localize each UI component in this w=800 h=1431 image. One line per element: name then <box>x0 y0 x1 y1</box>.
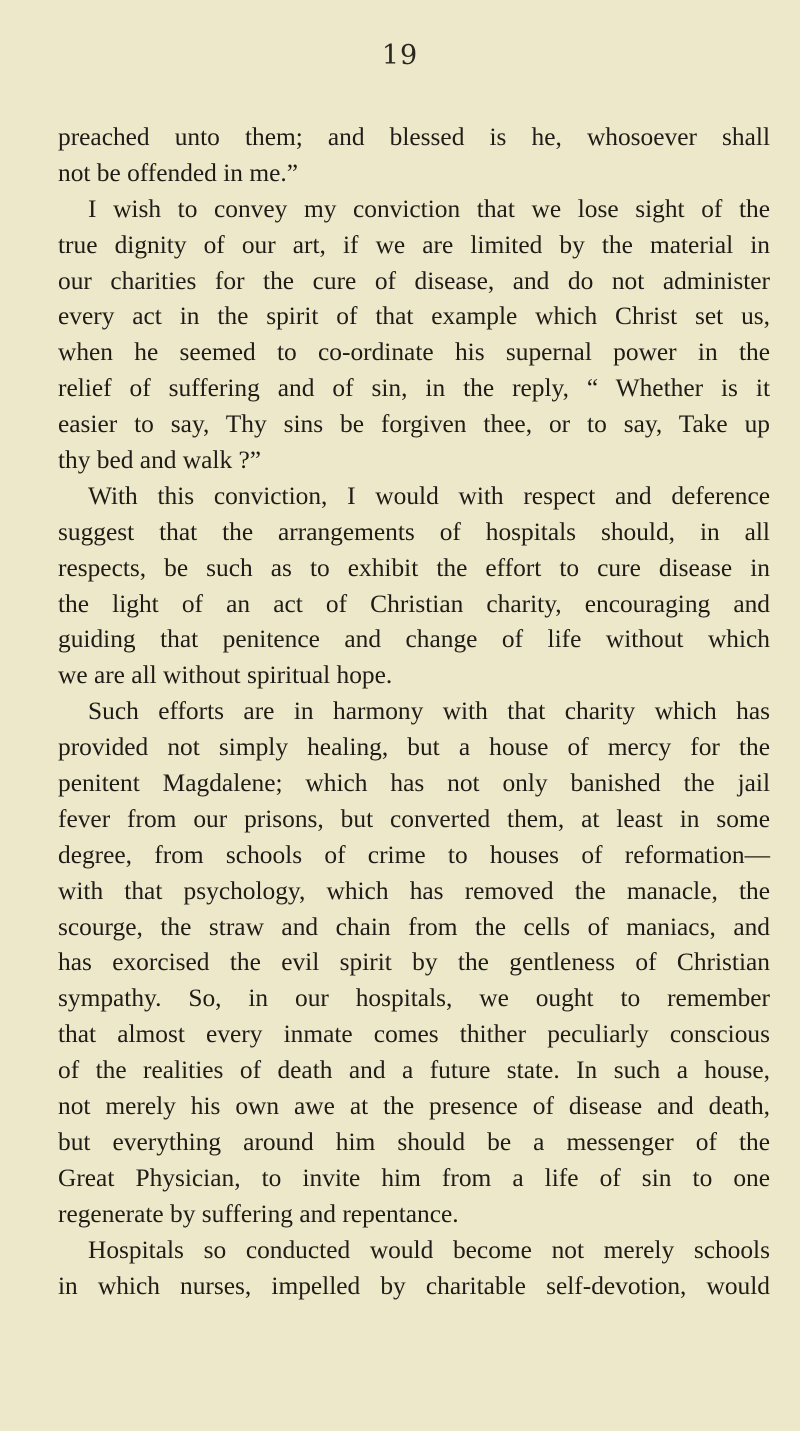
text-line: I wish to convey my conviction that we lose sight of the <box>88 194 770 223</box>
text-line: preached unto them; and blessed is he, whosoever shall <box>58 123 770 151</box>
body-text <box>58 120 770 1304</box>
text-line: Hospitals so conducted would become not merely schools <box>88 1235 770 1264</box>
text-line: regenerate by suffering and repentance. <box>58 1199 459 1228</box>
text-line: scourge, the straw and chain from the cells of maniacs, and <box>58 912 770 941</box>
text-line: respects, be such as to exhibit the effort to cure disease in <box>58 553 770 582</box>
text-line: of the realities of death and a future state. In such a house, <box>58 1056 770 1085</box>
page-number: 19 <box>381 40 419 71</box>
text-line: but everything around him should be a messenger of the <box>58 1127 770 1156</box>
text-line: suggest that the arrangements of hospitals should, in all <box>58 517 770 546</box>
text-line: thy bed and walk ?” <box>58 446 262 475</box>
text-line: the light of an act of Christian charity, encouraging and <box>58 589 770 618</box>
text-line: every act in the spirit of that example which Christ set us, <box>58 302 770 331</box>
text-line: easier to say, Thy sins be forgiven thee, or to say, Take up <box>58 410 770 439</box>
text-line: with that psychology, which has removed the manacle, the <box>58 876 770 905</box>
text-line: With this conviction, I would with respect and deference <box>88 481 770 510</box>
text-line: we are all without spiritual hope. <box>58 661 393 690</box>
text-line: true dignity of our art, if we are limited by the material in <box>58 230 770 259</box>
text-line: sympathy. So, in our hospitals, we ought to remember <box>58 984 770 1013</box>
text-line: penitent Magdalene; which has not only banished the jail <box>58 769 770 798</box>
text-line: fever from our prisons, but converted them, at least in some <box>58 804 770 833</box>
text-line: relief of suffering and of sin, in the reply, “ Whether is it <box>58 374 770 403</box>
text-line: our charities for the cure of disease, and do not administer <box>58 266 770 295</box>
text-line: that almost every inmate comes thither peculiarly conscious <box>58 1020 770 1049</box>
text-line: Great Physician, to invite him from a life of sin to one <box>58 1163 770 1192</box>
text-line: degree, from schools of crime to houses of reformation— <box>58 840 770 869</box>
text-line: not merely his own awe at the presence of disease and death, <box>58 1092 770 1121</box>
text-line: provided not simply healing, but a house of mercy for the <box>58 733 770 762</box>
text-line: guiding that penitence and change of life without which <box>58 625 770 654</box>
text-line: has exorcised the evil spirit by the gentleness of Christian <box>58 948 770 977</box>
text-line: not be offended in me.” <box>58 158 298 187</box>
text-line: in which nurses, impelled by charitable self-devotion, would <box>58 1271 770 1300</box>
text-line: Such efforts are in harmony with that charity which has <box>88 697 770 726</box>
text-line: when he seemed to co-ordinate his supernal power in the <box>58 338 770 367</box>
